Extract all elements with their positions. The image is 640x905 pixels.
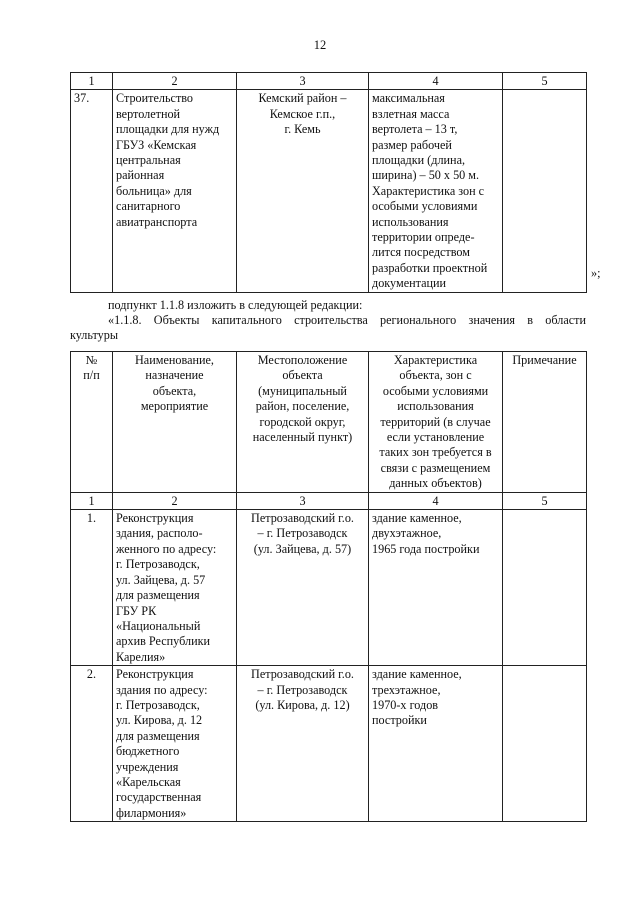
table-header-row: [71, 352, 587, 493]
col-num-2: 2: [113, 492, 237, 509]
previous-table: [70, 72, 587, 293]
object-note: [503, 666, 587, 822]
col-num-4: 4: [369, 73, 503, 90]
object-name: Реконструкция здания по адресу: г. Петрозаводск, ул. Кирова, д. 12 для размещения бюджетного учреждения «Карельская государственная филармония»: [113, 666, 237, 822]
amendment-paragraph: подпункт 1.1.8 изложить в следующей редакции:: [108, 298, 363, 312]
row-number: 1.: [71, 510, 113, 666]
section-heading-paragraph: [70, 313, 586, 344]
section-heading-line-1: «1.1.8. Объекты капитального строительства регионального значения в области: [108, 313, 586, 327]
table-row: [71, 510, 587, 666]
col-num-5: 5: [503, 73, 587, 90]
col-num-5: 5: [503, 492, 587, 509]
column-number-row: [71, 492, 587, 509]
row-number: 2.: [71, 666, 113, 822]
object-location: Кемский район – Кемское г.п., г. Кемь: [237, 90, 369, 292]
object-location: Петрозаводский г.о. – г. Петрозаводск (ул. Зайцева, д. 57): [237, 510, 369, 666]
header-location: Местоположение объекта (муниципальный район, поселение, городской округ, населенный пункт): [237, 352, 369, 493]
col-num-3: 3: [237, 73, 369, 90]
object-characteristic: максимальная взлетная масса вертолета – 13 т, размер рабочей площадки (длина, ширина) – 50 х 50 м. Характеристика зон с особыми условиями использования территории опреде- лится посредством разработки проектной документации: [369, 90, 503, 292]
col-num-4: 4: [369, 492, 503, 509]
object-characteristic: здание каменное, двухэтажное, 1965 года постройки: [369, 510, 503, 666]
header-name: Наименование, назначение объекта, мероприятие: [113, 352, 237, 493]
row-number: 37.: [71, 90, 113, 292]
page-number: 12: [313, 38, 327, 52]
col-num-3: 3: [237, 492, 369, 509]
object-note: [503, 90, 587, 292]
header-characteristic: Характеристика объекта, зон с особыми условиями использования территорий (в случае если установление таких зон требуется в связи с размещением данных объектов): [369, 352, 503, 493]
object-name: Строительство вертолетной площадки для нужд ГБУЗ «Кемская центральная районная больница» для санитарного авиатранспорта: [113, 90, 237, 292]
object-note: [503, 510, 587, 666]
header-note: Примечание: [503, 352, 587, 493]
table-row: [71, 666, 587, 822]
object-characteristic: здание каменное, трехэтажное, 1970-х годов постройки: [369, 666, 503, 822]
col-num-1: 1: [71, 492, 113, 509]
closing-quote-mark: »;: [591, 266, 601, 280]
col-num-1: 1: [71, 73, 113, 90]
table-row: [71, 90, 587, 292]
section-heading-line-2: культуры: [70, 328, 119, 343]
column-number-row: [71, 73, 587, 90]
object-name: Реконструкция здания, располо- женного по адресу: г. Петрозаводск, ул. Зайцева, д. 57 для размещения ГБУ РК «Национальный архив Республики Карелия»: [113, 510, 237, 666]
col-num-2: 2: [113, 73, 237, 90]
header-num: № п/п: [71, 352, 113, 493]
object-location: Петрозаводский г.о. – г. Петрозаводск (ул. Кирова, д. 12): [237, 666, 369, 822]
culture-objects-table: [70, 351, 587, 822]
